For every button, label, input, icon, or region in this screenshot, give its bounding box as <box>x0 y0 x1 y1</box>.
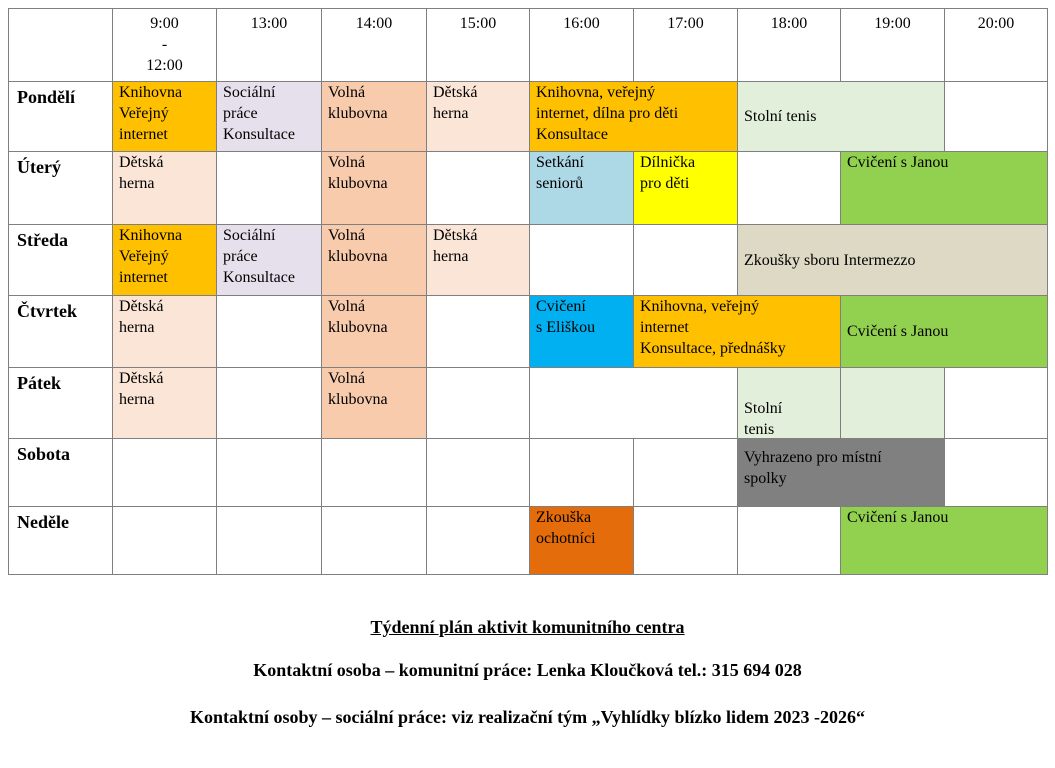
empty-cell <box>426 367 530 439</box>
empty-cell <box>112 438 217 507</box>
activity-mistni-spolky <box>737 438 945 507</box>
activity-text: Sociální práce Konsultace <box>223 84 295 143</box>
activity-zkousky-sboru <box>737 224 1048 296</box>
time-header <box>944 8 1048 82</box>
empty-cell <box>944 367 1048 439</box>
empty-cell <box>737 151 841 225</box>
activity-text: Dětská herna <box>433 227 478 265</box>
empty-cell <box>944 81 1048 152</box>
empty-cell <box>944 438 1048 507</box>
contact-social-work: Kontaktní osoby – sociální práce: viz realizační tým „Vyhlídky blízko lidem 2023 -2026“ <box>189 707 866 727</box>
activity-stolni-tenis <box>737 367 841 439</box>
empty-cell <box>112 506 217 575</box>
empty-cell <box>426 506 530 575</box>
activity-dilnicka <box>633 151 738 225</box>
activity-detska-herna <box>112 295 217 368</box>
activity-text: Setkání seniorů <box>536 154 584 192</box>
empty-cell <box>216 438 322 507</box>
activity-text: Dětská herna <box>119 370 164 408</box>
activity-text: Cvičení s Janou <box>847 509 949 526</box>
time-label: 14:00 <box>355 15 393 32</box>
activity-text: Cvičení s Eliškou <box>536 298 596 336</box>
activity-cviceni-janou <box>840 295 1048 368</box>
activity-text: Vyhrazeno pro místní spolky <box>744 449 882 487</box>
time-label: 15:00 <box>459 15 497 32</box>
empty-cell <box>633 506 738 575</box>
time-header <box>112 8 217 82</box>
corner-cell <box>8 8 113 82</box>
activity-text: Volná klubovna <box>328 84 388 122</box>
empty-cell <box>426 151 530 225</box>
activity-text: Volná klubovna <box>328 370 388 408</box>
activity-text: Knihovna Veřejný internet <box>119 227 183 286</box>
activity-knihovna <box>633 295 841 368</box>
activity-cviceni-janou <box>840 151 1048 225</box>
empty-cell <box>216 506 322 575</box>
time-label: 16:00 <box>563 15 600 32</box>
time-label: 19:00 <box>874 15 911 32</box>
activity-text: Dílnička pro děti <box>640 154 696 192</box>
activity-text: Knihovna, veřejný internet, dílna pro děti Konsultace <box>536 84 679 143</box>
activity-text: Cvičení s Janou <box>847 323 949 340</box>
day-label-monday: Pondělí <box>8 81 113 152</box>
activity-cviceni-eliskou <box>529 295 634 368</box>
empty-cell <box>216 151 322 225</box>
empty-cell <box>426 295 530 368</box>
activity-socialni-prace <box>216 224 322 296</box>
activity-text: Cvičení s Janou <box>847 154 949 171</box>
activity-volna-klubovna <box>321 367 427 439</box>
activity-text: Zkouška ochotníci <box>536 509 596 547</box>
contact-community-work: Kontaktní osoba – komunitní práce: Lenka Kloučková tel.: 315 694 028 <box>253 660 802 680</box>
activity-text: Dětská herna <box>119 298 164 336</box>
activity-text: Stolní tenis <box>744 108 817 125</box>
activity-text: Volná klubovna <box>328 154 388 192</box>
activity-text: Knihovna, veřejný internet Konsultace, přednášky <box>640 298 786 357</box>
empty-cell <box>529 367 738 439</box>
activity-volna-klubovna <box>321 151 427 225</box>
time-header <box>529 8 634 82</box>
empty-cell <box>321 438 427 507</box>
empty-cell <box>633 224 738 296</box>
day-label-sunday: Neděle <box>8 506 113 575</box>
empty-cell <box>737 506 841 575</box>
time-header <box>737 8 841 82</box>
activity-text: Stolní tenis <box>744 400 783 438</box>
activity-volna-klubovna <box>321 224 427 296</box>
activity-detska-herna <box>426 81 530 152</box>
empty-cell <box>321 506 427 575</box>
activity-text: Knihovna Veřejný internet <box>119 84 183 143</box>
empty-cell <box>216 367 322 439</box>
activity-text: Volná klubovna <box>328 227 388 265</box>
empty-cell <box>529 224 634 296</box>
activity-volna-klubovna <box>321 81 427 152</box>
time-label: 17:00 <box>667 15 704 32</box>
time-label: 9:00 - 12:00 <box>146 15 183 74</box>
time-label: 13:00 <box>250 15 288 32</box>
time-header <box>216 8 322 82</box>
activity-detska-herna <box>112 367 217 439</box>
schedule-title: Týdenní plán aktivit komunitního centra <box>370 617 685 637</box>
activity-text: Dětská herna <box>433 84 478 122</box>
activity-cviceni-janou <box>840 506 1048 575</box>
activity-detska-herna <box>112 151 217 225</box>
time-label: 20:00 <box>977 15 1015 32</box>
activity-text: Zkoušky sboru Intermezzo <box>744 251 916 269</box>
empty-cell <box>529 438 634 507</box>
activity-zkouska-ochotnici <box>529 506 634 575</box>
day-label-tuesday: Úterý <box>8 151 113 225</box>
activity-text: Dětská herna <box>119 154 164 192</box>
day-label-wednesday: Středa <box>8 224 113 296</box>
activity-setkani-senioru <box>529 151 634 225</box>
time-header <box>321 8 427 82</box>
activity-knihovna <box>112 81 217 152</box>
activity-knihovna <box>529 81 738 152</box>
empty-cell <box>426 438 530 507</box>
activity-knihovna <box>112 224 217 296</box>
empty-cell <box>216 295 322 368</box>
activity-stolni-tenis <box>737 81 945 152</box>
activity-stolni-tenis-cont <box>840 367 945 439</box>
activity-socialni-prace <box>216 81 322 152</box>
activity-text: Sociální práce Konsultace <box>223 227 295 286</box>
activity-detska-herna <box>426 224 530 296</box>
day-label-friday: Pátek <box>8 367 113 439</box>
activity-volna-klubovna <box>321 295 427 368</box>
time-label: 18:00 <box>770 15 808 32</box>
time-header <box>426 8 530 82</box>
activity-text: Volná klubovna <box>328 298 388 336</box>
empty-cell <box>633 438 738 507</box>
day-label-saturday: Sobota <box>8 438 113 507</box>
time-header <box>840 8 945 82</box>
time-header <box>633 8 738 82</box>
day-label-thursday: Čtvrtek <box>8 295 113 368</box>
